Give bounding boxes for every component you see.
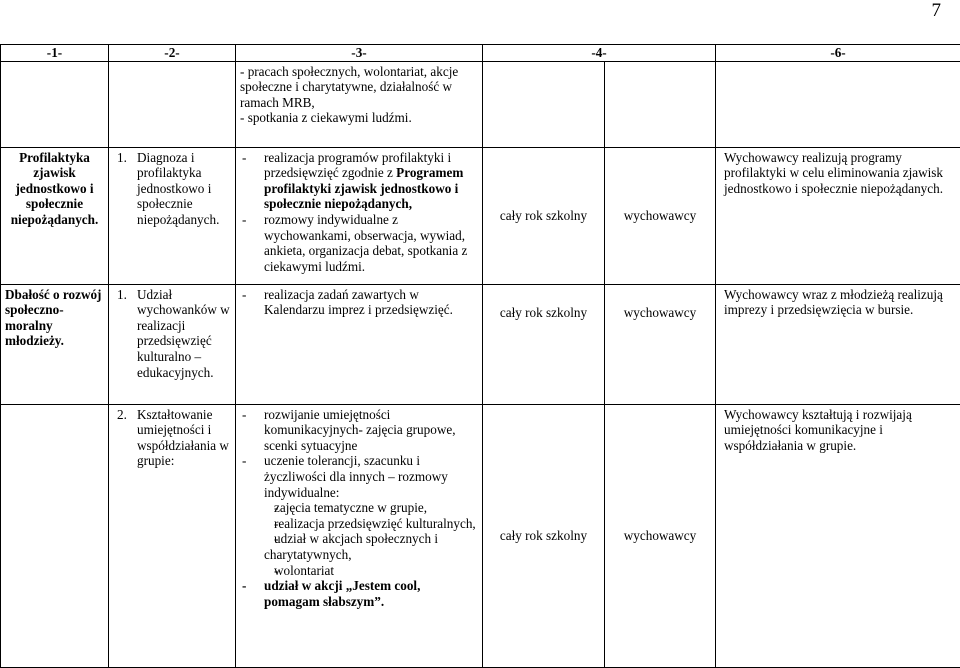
task-number: 1. xyxy=(117,149,127,165)
method-subitem: - udział w akcjach społecznych i charytatywnych, xyxy=(240,531,478,562)
effects-cell: Wychowawcy kształtują i rozwijają umiejętności komunikacyjne i współdziałania w grupie. xyxy=(716,404,960,667)
header-col-3: -3- xyxy=(236,45,483,62)
area-cell: Profilaktyka zjawisk jednostkowo i społecznie niepożądanych. xyxy=(1,147,109,284)
table-row xyxy=(1,147,960,284)
task-cell xyxy=(109,147,236,284)
plan-table xyxy=(0,44,960,668)
method-item: - udział w akcji „Jestem cool, pomagam słabszym”. xyxy=(240,578,478,609)
effects-cell: Wychowawcy realizują programy profilaktyki w celu eliminowania zjawisk jednostkowo i społecznie niepożądanych. xyxy=(716,147,960,284)
table-row xyxy=(1,404,960,667)
effects-cell: Wychowawcy wraz z młodzieżą realizują imprezy i przedsięwzięcia w bursie. xyxy=(716,284,960,404)
method-item: - uczenie tolerancji, szacunku i życzliwości dla innych – rozmowy indywidualne: xyxy=(240,453,478,500)
header-col-4: -4- xyxy=(483,45,716,62)
term-cell: cały rok szkolny xyxy=(483,284,605,404)
task-cell xyxy=(109,404,236,667)
task-text: Kształtowanie umiejętności i współdziałania w grupie: xyxy=(137,406,229,469)
table-row xyxy=(1,284,960,404)
continuation-cell xyxy=(236,61,483,147)
area-cell: Dbałość o rozwój społeczno-moralny młodzieży. xyxy=(1,284,109,404)
continuation-line: - spotkania z ciekawymi ludźmi. xyxy=(240,110,412,126)
method-item: - rozmowy indywidualne z wychowankami, obserwacja, wywiad, ankieta, organizacja debat, spotkania z ciekawymi ludźmi. xyxy=(240,212,478,274)
area-cell xyxy=(1,404,109,667)
table-row xyxy=(1,61,960,147)
task-number: 1. xyxy=(117,286,127,302)
table-header-row xyxy=(1,45,960,62)
methods-cell xyxy=(236,284,483,404)
method-subitem: - wolontariat xyxy=(240,563,478,579)
task-cell xyxy=(109,284,236,404)
continuation-line: ramach MRB, xyxy=(240,94,315,110)
header-col-6: -6- xyxy=(716,45,960,62)
responsible-cell: wychowawcy xyxy=(605,284,716,404)
page-number: 7 xyxy=(931,0,941,21)
term-cell: cały rok szkolny xyxy=(483,404,605,667)
methods-cell xyxy=(236,147,483,284)
method-subitem: - zajęcia tematyczne w grupie, xyxy=(240,500,478,516)
continuation-line: - pracach społecznych, wolontariat, akcje xyxy=(240,63,459,79)
continuation-line: społeczne i charytatywne, działalność w xyxy=(240,79,453,95)
header-col-1: -1- xyxy=(1,45,109,62)
responsible-cell: wychowawcy xyxy=(605,404,716,667)
method-subitem: - realizacja przedsięwzięć kulturalnych, xyxy=(240,516,478,532)
task-text: Udział wychowanków w realizacji przedsięwzięć kulturalno – edukacyjnych. xyxy=(137,286,230,380)
task-number: 2. xyxy=(117,406,127,422)
method-item: - rozwijanie umiejętności komunikacyjnych- zajęcia grupowe, scenki sytuacyjne xyxy=(240,407,478,454)
methods-cell xyxy=(236,404,483,667)
method-item: - realizacja zadań zawartych w Kalendarzu imprez i przedsięwzięć. xyxy=(240,287,478,318)
term-cell: cały rok szkolny xyxy=(483,147,605,284)
responsible-cell: wychowawcy xyxy=(605,147,716,284)
task-text: Diagnoza i profilaktyka jednostkowo i społecznie niepożądanych. xyxy=(137,149,220,227)
header-col-2: -2- xyxy=(109,45,236,62)
method-item: - realizacja programów profilaktyki i przedsięwzięć zgodnie z Programem profilaktyki zjawisk jednostkowo i społecznie niepożądanych, xyxy=(240,150,478,212)
